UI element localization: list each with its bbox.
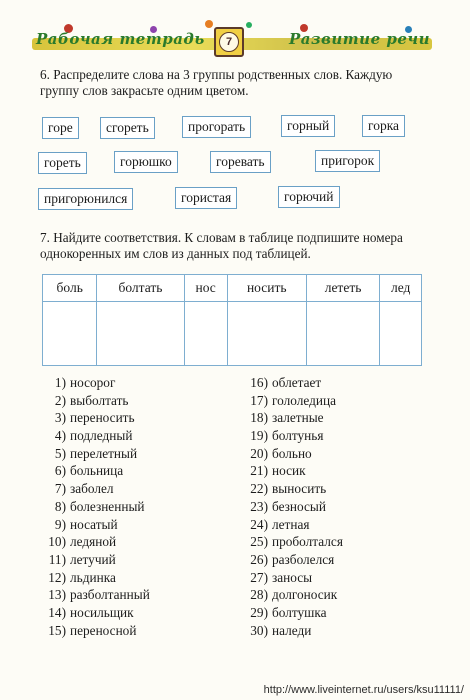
- word-box: гореть: [38, 152, 87, 174]
- word-box: гористая: [175, 187, 237, 209]
- item-word: наледи: [272, 622, 312, 638]
- word-list-right: [240, 374, 343, 639]
- word-box: пригорок: [315, 150, 380, 172]
- item-word: облетает: [272, 375, 322, 390]
- table-header-cell: болтать: [97, 275, 184, 302]
- word-box: горюшко: [114, 151, 178, 173]
- item-word: носатый: [70, 516, 118, 532]
- item-number: 22): [250, 481, 268, 497]
- list-item: [38, 569, 150, 587]
- matching-table: [42, 274, 422, 366]
- item-word: заболел: [70, 481, 114, 497]
- watermark-url: http://www.liveinternet.ru/users/ksu11111/: [263, 684, 464, 696]
- item-number: 10): [48, 534, 66, 550]
- item-number: 27): [250, 569, 268, 585]
- list-item: [240, 409, 343, 427]
- list-item: [38, 409, 150, 427]
- table-header-cell: боль: [43, 275, 97, 302]
- list-item: [38, 445, 150, 463]
- table-header-cell: носить: [227, 275, 306, 302]
- list-item: [240, 427, 343, 445]
- item-word: переносить: [70, 410, 135, 426]
- list-item: [38, 622, 150, 640]
- item-number: 26): [250, 551, 268, 567]
- list-item: [38, 480, 150, 498]
- item-word: выболтать: [70, 392, 129, 408]
- section-title: Развитие речи: [288, 30, 430, 48]
- answer-cell: [306, 302, 380, 366]
- list-item: [38, 498, 150, 516]
- list-item: [38, 462, 150, 480]
- list-item: [38, 586, 150, 604]
- item-number: 11): [48, 551, 66, 567]
- table-answer-row: [43, 302, 422, 366]
- decoration-dot: [205, 20, 213, 28]
- item-number: 3): [54, 410, 66, 426]
- list-item: [38, 392, 150, 410]
- item-number: 2): [54, 392, 66, 408]
- item-word: разболелся: [272, 551, 335, 567]
- answer-cell: [184, 302, 227, 366]
- item-number: 12): [48, 569, 66, 585]
- list-item: [240, 551, 343, 569]
- item-number: 13): [48, 587, 66, 603]
- word-box: горный: [281, 115, 335, 137]
- word-box: горка: [362, 115, 405, 137]
- item-number: 30): [250, 622, 268, 638]
- item-word: льдинка: [70, 569, 116, 585]
- list-item: [240, 392, 343, 410]
- table-header-cell: нос: [184, 275, 227, 302]
- table-header-cell: лед: [380, 275, 422, 302]
- item-word: заносы: [272, 569, 313, 585]
- item-word: переносной: [70, 622, 137, 638]
- item-number: 29): [250, 604, 268, 620]
- item-word: носильщик: [70, 604, 134, 620]
- item-number: 25): [250, 534, 268, 550]
- item-word: носик: [272, 463, 306, 479]
- word-box: горючий: [278, 186, 340, 208]
- word-box: пригорюнился: [38, 188, 133, 210]
- task-7-text: 7. Найдите соответствия. К словам в таблице подпишите номера однокоренных им слов из данных под таблицей.: [40, 230, 403, 261]
- item-number: 9): [54, 516, 66, 532]
- page-header: [0, 0, 470, 72]
- item-word: больница: [70, 463, 124, 479]
- table-header-row: [43, 275, 422, 302]
- item-word: разболтанный: [70, 587, 150, 603]
- item-number: 23): [250, 498, 268, 514]
- list-item: [38, 427, 150, 445]
- decoration-dot: [246, 22, 252, 28]
- item-number: 8): [54, 498, 66, 514]
- workbook-title: Рабочая тетрадь: [36, 30, 205, 48]
- page-number: 7: [219, 32, 239, 52]
- answer-cell: [227, 302, 306, 366]
- word-box: сгореть: [100, 117, 155, 139]
- word-box: прогорать: [182, 116, 251, 138]
- list-item: [38, 516, 150, 534]
- list-item: [240, 462, 343, 480]
- item-word: носорог: [70, 375, 116, 390]
- table-header-cell: лететь: [306, 275, 380, 302]
- item-word: гололедица: [272, 392, 336, 408]
- item-number: 4): [54, 428, 66, 444]
- list-item: [240, 516, 343, 534]
- item-number: 24): [250, 516, 268, 532]
- item-word: залетные: [272, 410, 324, 426]
- item-number: 15): [48, 622, 66, 638]
- answer-cell: [97, 302, 184, 366]
- item-number: 1): [54, 375, 66, 390]
- list-item: [38, 604, 150, 622]
- item-word: перелетный: [70, 445, 138, 461]
- item-word: болтушка: [272, 604, 327, 620]
- answer-cell: [380, 302, 422, 366]
- item-word: проболтался: [272, 534, 343, 550]
- item-number: 21): [250, 463, 268, 479]
- word-box: горевать: [210, 151, 271, 173]
- page-number-emblem: [214, 27, 244, 57]
- item-word: безносый: [272, 498, 326, 514]
- item-number: 14): [48, 604, 66, 620]
- list-item: [240, 586, 343, 604]
- answer-cell: [43, 302, 97, 366]
- list-item: [240, 498, 343, 516]
- item-number: 17): [250, 392, 268, 408]
- item-number: 20): [250, 445, 268, 461]
- item-number: 18): [250, 410, 268, 426]
- list-item: [240, 374, 343, 392]
- item-word: ледяной: [70, 534, 117, 550]
- list-item: [240, 569, 343, 587]
- list-item: [240, 480, 343, 498]
- item-word: болтунья: [272, 428, 324, 444]
- item-word: летучий: [70, 551, 116, 567]
- task-6-text: 6. Распределите слова на 3 группы родственных слов. Каждую группу слов закрасьте одним цветом.: [40, 67, 393, 98]
- item-number: 16): [250, 375, 268, 390]
- list-item: [240, 622, 343, 640]
- list-item: [240, 604, 343, 622]
- item-number: 19): [250, 428, 268, 444]
- item-number: 5): [54, 445, 66, 461]
- item-word: летная: [272, 516, 310, 532]
- item-word: долгоносик: [272, 587, 338, 603]
- item-number: 7): [54, 481, 66, 497]
- list-item: [240, 533, 343, 551]
- item-number: 6): [54, 463, 66, 479]
- list-item: [38, 533, 150, 551]
- list-item: [38, 374, 150, 392]
- item-word: выносить: [272, 481, 327, 497]
- word-box: горе: [42, 117, 79, 139]
- list-item: [240, 445, 343, 463]
- item-word: подледный: [70, 428, 133, 444]
- list-item: [38, 551, 150, 569]
- item-word: болезненный: [70, 498, 145, 514]
- item-number: 28): [250, 587, 268, 603]
- item-word: больно: [272, 445, 312, 461]
- word-list-left: [38, 374, 150, 639]
